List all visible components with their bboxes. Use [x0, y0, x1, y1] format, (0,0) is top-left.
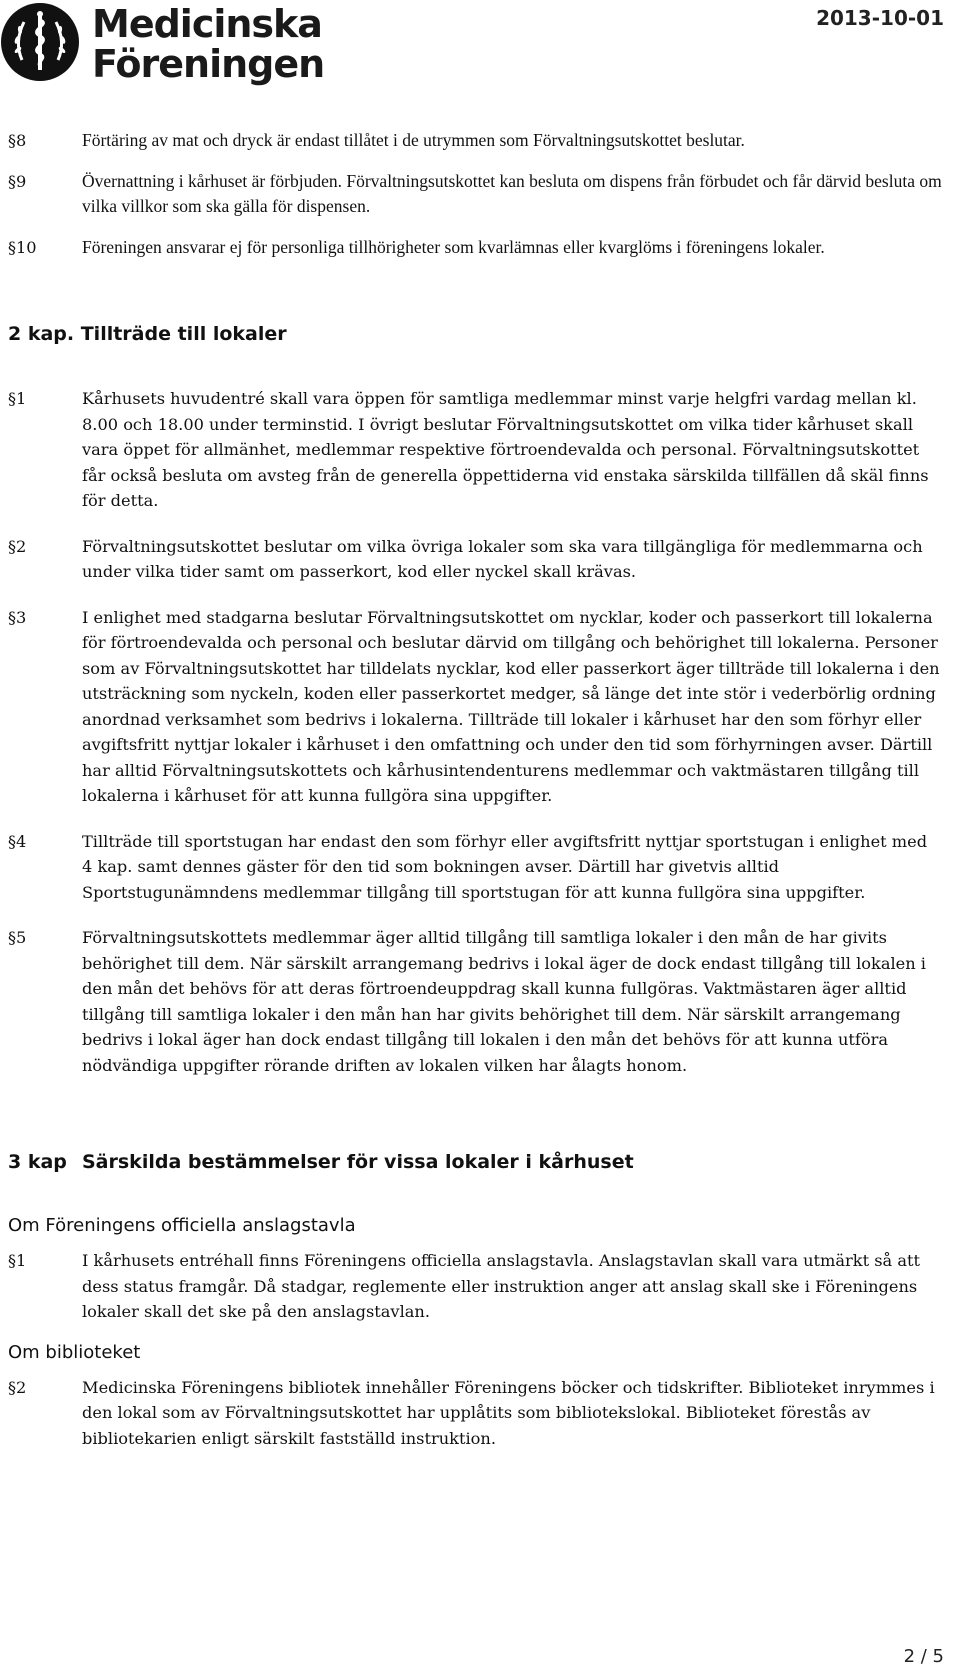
logo-wordmark — [92, 4, 324, 84]
paragraph-number: §4 — [8, 831, 27, 851]
logo-line-2: Föreningen — [92, 42, 325, 86]
document-body — [8, 128, 948, 1451]
page-header — [0, 0, 960, 96]
chapter-3-title: Särskilda bestämmelser för vissa lokaler i kårhuset — [82, 1151, 634, 1173]
paragraph-3-1 — [8, 1248, 948, 1325]
paragraph-2-4 — [8, 829, 948, 906]
paragraph-number: §9 — [8, 171, 27, 191]
paragraph-text: Kårhusets huvudentré skall vara öppen för samtliga medlemmar minst varje helgfri vardag mellan kl. 8.00 och 18.00 under terminstid. I övrigt beslutar Förvaltningsutskottet om vilka tider kårhuset skall vara öppet för allmänhet, medlemmar respektive förtroendevalda och personal. Förvaltningsutskottet får också besluta om avsteg från de generella öppettiderna vid enstaka särskilda tillfällen då skäl finns för detta. — [82, 389, 929, 510]
paragraph-text: I enlighet med stadgarna beslutar Förvaltningsutskottet om nycklar, koder och passerkort till lokalerna för förtroendevalda och personal och beslutar därvid om tillgång och behörighet till lokalerna. Personer som av Förvaltningsutskottet har tilldelats nycklar, kod eller passerkort äger tillträde till lokalerna i den utsträckning som nyckeln, koden eller passerkortet medger, så länge det inte stör i vederbörlig ordning anordnad verksamhet som bedrivs i lokalerna. Tillträde till lokaler i kårhuset har den som förhyr eller avgiftsfritt nyttjar lokaler i kårhuset i den omfattning och under den tid som förhyrningen avser. Därtill har alltid Förvaltningsutskottets och kårhusintendenturens medlemmar och vaktmästaren tillgång till lokalerna i kårhuset för att kunna fullgöra sina uppgifter. — [82, 607, 940, 805]
paragraph-2-5 — [8, 925, 948, 1078]
subheading-anslagstavla: Om Föreningens officiella anslagstavla — [8, 1215, 356, 1236]
chapter-3-heading — [8, 1150, 948, 1174]
paragraph-number: §2 — [8, 1377, 27, 1397]
subheading-biblioteket: Om biblioteket — [8, 1341, 141, 1363]
paragraph-text: Förvaltningsutskottet beslutar om vilka övriga lokaler som ska vara tillgängliga för medlemmarna och under vilka tider samt om passerkort, kod eller nyckel skall krävas. — [82, 536, 923, 581]
paragraph-2-2 — [8, 534, 948, 585]
logo-line-1: Medicinska — [92, 2, 322, 46]
paragraph-2-1 — [8, 386, 948, 514]
paragraph-number: §5 — [8, 928, 27, 947]
chapter-2-heading: 2 kap. Tillträde till lokaler — [8, 323, 287, 345]
paragraph-number: §3 — [8, 607, 27, 627]
paragraph-number: §2 — [8, 536, 27, 556]
paragraph-number: §1 — [8, 1251, 27, 1270]
paragraph-number: §8 — [8, 131, 27, 150]
medicinska-foreningen-logo-icon — [0, 0, 80, 84]
chapter-3-number: 3 kap — [8, 1151, 67, 1173]
paragraph-1-8 — [8, 128, 948, 154]
paragraph-1-10 — [8, 235, 948, 261]
paragraph-number: §10 — [8, 237, 37, 257]
paragraph-text: I kårhusets entréhall finns Föreningens officiella anslagstavla. Anslagstavlan skall vara utmärkt så att dess status framgår. Då stadgar, reglemente eller instruktion anger att anslag skall ske i Föreningens lokaler skall det ske på den anslagstavlan. — [82, 1251, 921, 1321]
page-number: 2 / 5 — [903, 1646, 944, 1667]
paragraph-number: §1 — [8, 389, 27, 408]
paragraph-1-9 — [8, 169, 948, 220]
paragraph-2-3 — [8, 605, 948, 809]
paragraph-text: Medicinska Föreningens bibliotek innehåller Föreningens böcker och tidskrifter. Biblioteket inrymmes i den lokal som av Förvaltningsutskottet har upplåtits som bibliotekslokal. Biblioteket förestås av bibliotekarien enligt särskilt fastställd instruktion. — [82, 1377, 935, 1448]
paragraph-text: Föreningen ansvarar ej för personliga tillhörigheter som kvarlämnas eller kvarglöms i föreningens lokaler. — [82, 236, 825, 257]
paragraph-text: Förvaltningsutskottets medlemmar äger alltid tillgång till samtliga lokaler i den mån de har givits behörighet till dem. När särskilt arrangemang bedrivs i lokal äger de dock endast tillgång till lokalen i den mån det behövs för att deras förtroendeuppdrag skall kunna fullgöras. Vaktmästaren äger alltid tillgång till samtliga lokaler i den mån han har givits behörighet till dem. När särskilt arrangemang bedrivs i lokal äger han dock endast tillgång till lokalen i den mån det behövs för att kunna utföra nödvändiga uppgifter rörande driften av lokalen vilken har ålagts honom. — [82, 928, 926, 1075]
paragraph-text: Övernattning i kårhuset är förbjuden. Förvaltningsutskottet kan besluta om dispens från förbudet och får därvid besluta om vilka villkor som ska gälla för dispensen. — [82, 170, 942, 216]
paragraph-text: Tillträde till sportstugan har endast den som förhyr eller avgiftsfritt nyttjar sportstugan i enlighet med 4 kap. samt dennes gäster för den tid som bokningen avser. Därtill har givetvis alltid Sportstugunämndens medlemmar tillgång till sportstugan för att kunna fullgöra sina uppgifter. — [82, 831, 928, 902]
paragraph-text: Förtäring av mat och dryck är endast tillåtet i de utrymmen som Förvaltningsutskottet beslutar. — [82, 130, 745, 150]
document-date: 2013-10-01 — [816, 6, 944, 30]
paragraph-3-2 — [8, 1375, 948, 1452]
